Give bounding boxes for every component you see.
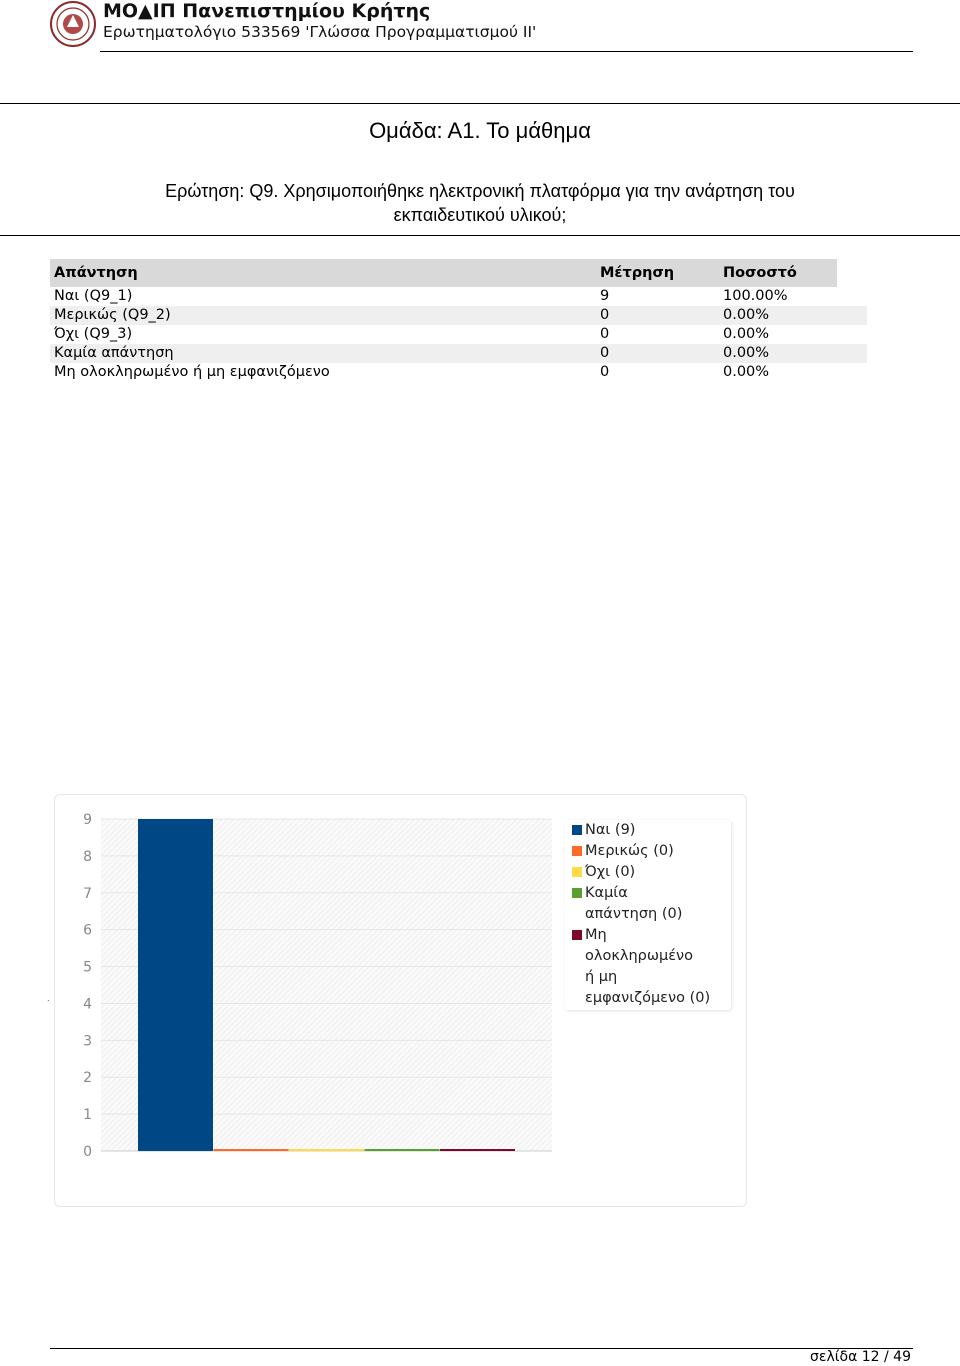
group-title: Ομάδα: Α1. Το μάθημα xyxy=(369,118,591,143)
y-tick-label: 9 xyxy=(83,812,92,828)
y-tick-label: 0 xyxy=(83,1144,92,1160)
y-tick-label: 7 xyxy=(83,885,92,902)
percent-cell: 0.00% xyxy=(719,344,837,363)
bar-4 xyxy=(440,1149,515,1151)
legend-swatch xyxy=(572,930,582,940)
legend-label: Όχι (0) xyxy=(585,864,636,880)
percent-cell: 0.00% xyxy=(723,364,770,380)
bar-2 xyxy=(289,1149,364,1151)
legend-item xyxy=(565,820,731,841)
answer-cell: Καμία απάντηση xyxy=(50,344,596,363)
count-cell: 0 xyxy=(600,364,610,380)
bar-1 xyxy=(214,1149,289,1151)
legend-swatch xyxy=(572,888,582,898)
page-number: σελίδα 12 / 49 xyxy=(810,1349,911,1365)
y-axis-ticks xyxy=(83,812,92,1160)
y-tick-label: 4 xyxy=(83,996,92,1013)
percent-cell: 0.00% xyxy=(723,326,770,342)
y-tick-label: 2 xyxy=(83,1070,92,1087)
y-tick-label: 8 xyxy=(83,848,92,865)
legend-item xyxy=(565,862,731,883)
bar-3 xyxy=(365,1149,440,1151)
bar-0 xyxy=(138,819,213,1151)
header-count: Μέτρηση xyxy=(596,259,719,287)
y-tick-label: 6 xyxy=(83,922,92,939)
legend-label: Μη xyxy=(585,927,607,943)
stray-mark: . xyxy=(47,994,50,1003)
chart-legend xyxy=(565,820,731,1010)
legend-item xyxy=(565,841,731,862)
legend-label: απάντηση (0) xyxy=(585,906,683,922)
legend-label: Μερικώς (0) xyxy=(585,843,674,859)
answer-cell: Μερικώς (Q9_2) xyxy=(50,306,596,325)
y-tick-label: 1 xyxy=(83,1107,92,1124)
header-percent: Ποσοστό xyxy=(719,259,837,287)
count-cell: 0 xyxy=(596,306,719,325)
count-cell: 9 xyxy=(600,288,610,304)
legend-item xyxy=(565,925,731,1009)
header-answer: Απάντηση xyxy=(50,259,596,287)
header-subtitle: Ερωτηματολόγιο 533569 'Γλώσσα Προγραμματισμού ΙΙ' xyxy=(103,23,537,41)
question-line-2: εκπαιδευτικού υλικού; xyxy=(393,205,567,225)
answer-cell: Όχι (Q9_3) xyxy=(54,326,133,342)
legend-label: εμφανιζόμενο (0) xyxy=(585,990,711,1006)
legend-swatch xyxy=(572,825,582,835)
answer-cell: Μη ολοκληρωμένο ή μη εμφανιζόμενο xyxy=(54,364,330,380)
footer-divider xyxy=(50,1348,913,1349)
y-tick-label: 3 xyxy=(83,1033,92,1050)
percent-cell: 0.00% xyxy=(719,306,837,325)
legend-label: ή μη xyxy=(585,969,618,985)
legend-swatch xyxy=(572,846,582,856)
legend-label: ολοκληρωμένο xyxy=(585,948,694,964)
answer-cell: Ναι (Q9_1) xyxy=(54,288,133,304)
percent-cell: 100.00% xyxy=(723,288,788,304)
legend-label: Καμία xyxy=(585,885,628,901)
count-cell: 0 xyxy=(596,344,719,363)
header-title: ΜΟ▲ΙΠ Πανεπιστημίου Κρήτης xyxy=(103,0,431,22)
legend-swatch xyxy=(572,867,582,877)
legend-label: Ναι (9) xyxy=(585,822,636,838)
legend-item xyxy=(565,883,731,925)
y-tick-label: 5 xyxy=(83,959,92,976)
question-line-1: Ερώτηση: Q9. Χρησιμοποιήθηκε ηλεκτρονική πλατφόρμα για την ανάρτηση του xyxy=(165,181,795,201)
count-cell: 0 xyxy=(600,326,610,342)
